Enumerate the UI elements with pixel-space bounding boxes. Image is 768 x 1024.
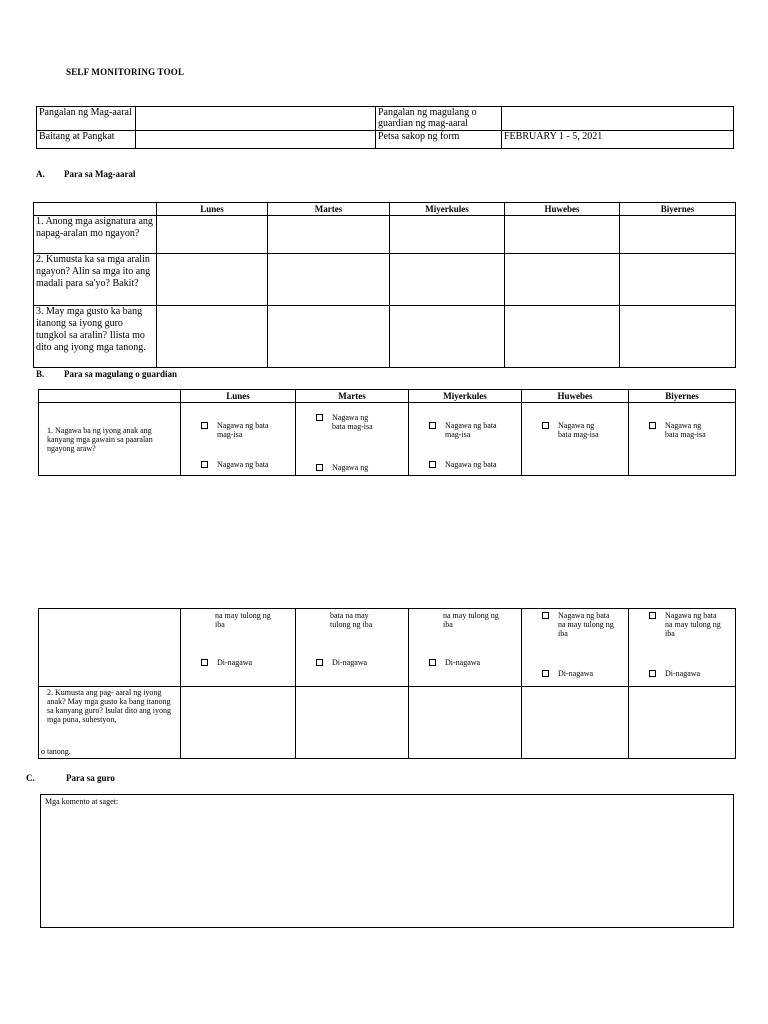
student-table <box>33 202 736 368</box>
section-c-heading: C. Para sa guro <box>26 773 115 783</box>
answer-cell[interactable] <box>522 687 629 759</box>
answer-cell[interactable] <box>157 254 268 306</box>
checkbox[interactable] <box>429 659 436 666</box>
table-row <box>34 306 736 368</box>
grade-section-label: Baitang at Pangkat <box>37 131 136 149</box>
answer-cell[interactable] <box>268 254 390 306</box>
checkbox[interactable] <box>316 659 323 666</box>
header-blank <box>39 390 181 403</box>
answer-cell[interactable] <box>157 306 268 368</box>
answer-cell[interactable] <box>268 306 390 368</box>
table-row: 1. Nagawa ba ng iyong anak ang kanyang mga gawain sa paaralan ngayong araw? Nagawa ng bata mag-isa Nagawa ng bata Nagawa ng bata mag-isa Nagawa ng Nagawa ng bata mag-isa Nagawa ng bata Nagawa ng bata mag-isa Nagawa ng bata mag-isa <box>39 403 736 476</box>
question-3: 3. May mga gusto ka bang itanong sa iyong guro tungkol sa aralin? Ilista mo dito ang iyong mga tanong. <box>34 306 157 368</box>
comment-label: Mga komento at saget: <box>45 797 119 806</box>
answer-cell[interactable] <box>181 687 296 759</box>
student-info-table <box>36 106 734 149</box>
header-wednesday: Miyerkules <box>409 390 522 403</box>
header-monday: Lunes <box>181 390 296 403</box>
header-thursday: Huwebes <box>505 203 620 216</box>
checkbox[interactable] <box>429 461 436 468</box>
document-title: SELF MONITORING TOOL <box>66 67 185 77</box>
answer-cell[interactable] <box>620 254 736 306</box>
answer-cell[interactable] <box>157 216 268 254</box>
answer-cell[interactable] <box>390 216 505 254</box>
guardian-table <box>38 389 736 476</box>
checkbox[interactable] <box>201 659 208 666</box>
checkbox[interactable] <box>316 414 323 421</box>
question-1: 1. Anong mga asignatura ang napag-aralan mo ngayon? <box>34 216 157 254</box>
answer-cell[interactable] <box>268 216 390 254</box>
answer-cell[interactable] <box>390 254 505 306</box>
checkbox[interactable] <box>542 670 549 677</box>
answer-cell[interactable] <box>505 216 620 254</box>
form-date-label: Petsa sakop ng form <box>376 131 502 149</box>
student-name-label: Pangalan ng Mag-aaral <box>37 107 136 131</box>
answer-cell[interactable] <box>620 306 736 368</box>
table-row: na may tulong ng iba Di-nagawa bata na may tulong ng iba Di-nagawa na may tulong ng iba Di-nagawa Nagawa ng bata na may tulong ng iba Di-nagawa Nagawa ng bata na may tulong ng iba Di-nagawa <box>39 609 736 687</box>
guardian-name-field[interactable] <box>502 107 734 131</box>
teacher-comment-box[interactable] <box>40 794 734 928</box>
header-wednesday: Miyerkules <box>390 203 505 216</box>
checkbox[interactable] <box>649 422 656 429</box>
answer-cell[interactable] <box>629 687 736 759</box>
checkbox[interactable] <box>316 464 323 471</box>
answer-cell[interactable] <box>505 254 620 306</box>
answer-cell[interactable] <box>390 306 505 368</box>
guardian-table-continued <box>38 608 736 759</box>
checkbox[interactable] <box>429 422 436 429</box>
guardian-question-1: 1. Nagawa ba ng iyong anak ang kanyang mga gawain sa paaralan ngayong araw? <box>39 403 181 476</box>
checkbox[interactable] <box>542 612 549 619</box>
checkbox[interactable] <box>201 461 208 468</box>
answer-cell[interactable] <box>505 306 620 368</box>
guardian-question-2: 2. Kumusta ang pag- aaral ng iyong anak? May mga gusto ka bang itanong sa kanyang guro? Isulat dito ang iyong mga puna, suhestyon, o tanong. <box>39 687 181 759</box>
header-monday: Lunes <box>157 203 268 216</box>
checkbox[interactable] <box>649 670 656 677</box>
header-thursday: Huwebes <box>522 390 629 403</box>
form-date-value: FEBRUARY 1 - 5, 2021 <box>502 131 734 149</box>
section-b-heading: B. Para sa magulang o guardian <box>36 369 178 379</box>
checkbox[interactable] <box>201 422 208 429</box>
guardian-name-label: Pangalan ng magulang o guardian ng mag-aaral <box>376 107 502 131</box>
header-tuesday: Martes <box>268 203 390 216</box>
header-blank <box>34 203 157 216</box>
header-friday: Biyernes <box>620 203 736 216</box>
answer-cell[interactable] <box>620 216 736 254</box>
section-a-heading: A. Para sa Mag-aaral <box>36 169 136 179</box>
answer-cell[interactable] <box>409 687 522 759</box>
checkbox[interactable] <box>542 422 549 429</box>
table-row <box>39 687 736 759</box>
question-2: 2. Kumusta ka sa mga aralin ngayon? Alin sa mga ito ang madali para sa'yo? Bakit? <box>34 254 157 306</box>
header-friday: Biyernes <box>629 390 736 403</box>
student-name-field[interactable] <box>136 107 376 131</box>
table-row <box>34 216 736 254</box>
grade-section-field[interactable] <box>136 131 376 149</box>
header-tuesday: Martes <box>296 390 409 403</box>
answer-cell[interactable] <box>296 687 409 759</box>
checkbox[interactable] <box>649 612 656 619</box>
table-row <box>34 254 736 306</box>
